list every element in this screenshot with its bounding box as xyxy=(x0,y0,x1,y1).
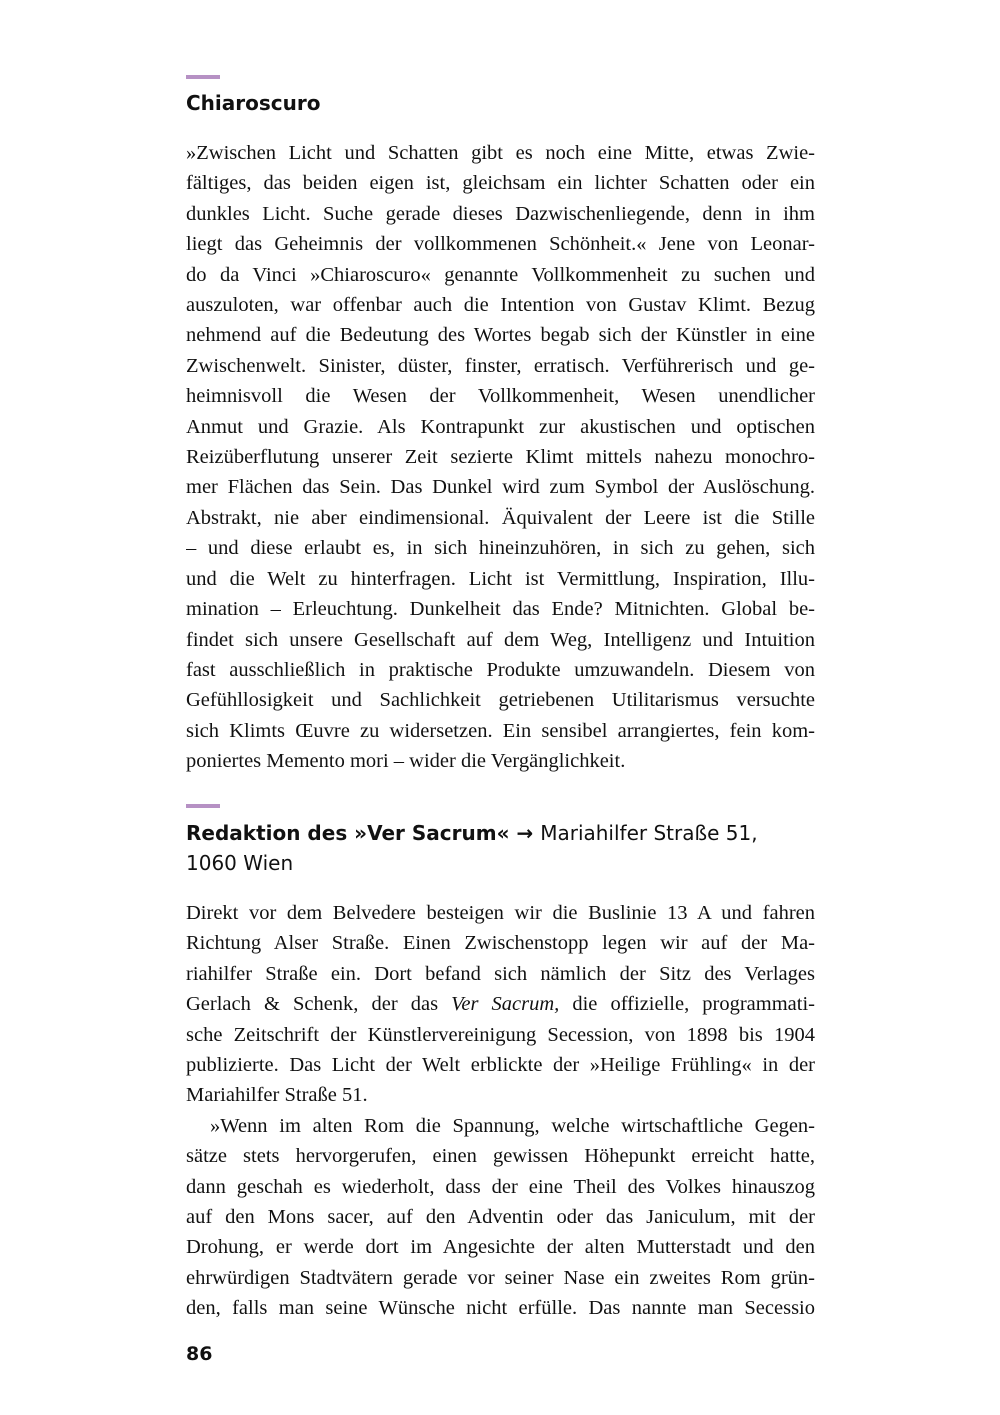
heading-address-city: 1060 Wien xyxy=(186,851,294,875)
text-fragment: Gerlach & Schenk, der das xyxy=(186,993,452,1016)
text-line xyxy=(186,989,815,1019)
text-line: liegt das Geheimnis der vollkommenen Schönheit.« Jene von Leonar- xyxy=(186,233,815,256)
text-fragment: die offizielle, programmati- xyxy=(559,993,815,1016)
text-line: heimnisvoll die Wesen der Vollkommenheit, Wesen unendlicher xyxy=(186,385,815,408)
text-line: »Wenn im alten Rom die Spannung, welche wirtschaftliche Gegen- xyxy=(210,1114,815,1137)
text-line: Gefühllosigkeit und Sachlichkeit getriebenen Utilitarismus versuchte xyxy=(186,689,815,712)
heading-title: Redaktion des »Ver Sacrum« xyxy=(186,821,510,845)
text-line: Reizüberflutung unserer Zeit sezierte Klimt mittels nahezu monochro- xyxy=(186,446,815,469)
text-line: »Zwischen Licht und Schatten gibt es noch eine Mitte, etwas Zwie- xyxy=(186,142,815,164)
text-line: dann geschah es wiederholt, dass der eine Theil des Volkes hinauszog xyxy=(186,1175,815,1198)
text-line: auf den Mons sacer, auf den Adventin oder das Janiculum, mit der xyxy=(186,1206,815,1229)
section-accent-rule xyxy=(186,75,220,79)
text-line: und die Welt zu hinterfragen. Licht ist Vermittlung, Inspiration, Illu- xyxy=(186,567,815,590)
arrow-right-icon: → xyxy=(516,821,534,845)
section-heading-chiaroscuro: Chiaroscuro xyxy=(186,91,321,115)
heading-address-street: Mariahilfer Straße 51, xyxy=(540,821,758,845)
text-line: Abstrakt, nie aber eindimensional. Äquivalent der Leere ist die Stille xyxy=(186,506,815,529)
text-line: Mariahilfer Straße 51. xyxy=(186,1084,368,1107)
text-line: Drohung, er werde dort im Angesichte der alten Mutterstadt und den xyxy=(186,1236,815,1259)
text-line: sich Klimts Œuvre zu widersetzen. Ein sensibel arrangiertes, fein kom- xyxy=(186,719,815,742)
text-line: ehrwürdigen Stadtvätern gerade vor seiner Nase ein zweites Rom grün- xyxy=(186,1266,815,1289)
ver-sacrum-text xyxy=(186,898,815,1324)
text-line: sche Zeitschrift der Künstlervereinigung Secession, von 1898 bis 1904 xyxy=(186,1023,815,1046)
chiaroscuro-paragraph xyxy=(186,138,815,777)
section-heading-ver-sacrum xyxy=(186,818,816,878)
text-line: – und diese erlaubt es, in sich hineinzuhören, in sich zu gehen, sich xyxy=(186,537,815,560)
text-line: dunkles Licht. Suche gerade dieses Dazwischenliegende, denn in ihm xyxy=(186,202,815,225)
text-line: mer Flächen das Sein. Das Dunkel wird zum Symbol der Auslöschung. xyxy=(186,476,815,499)
text-line: poniertes Memento mori – wider die Vergänglichkeit. xyxy=(186,750,626,773)
text-line: Richtung Alser Straße. Einen Zwischenstopp legen wir auf der Ma- xyxy=(186,932,815,955)
text-line: Direkt vor dem Belvedere besteigen wir die Buslinie 13 A und fahren xyxy=(186,902,815,924)
text-line: den, falls man seine Wünsche nicht erfülle. Das nannte man Secessio xyxy=(186,1297,815,1320)
text-line: mination – Erleuchtung. Dunkelheit das Ende? Mitnichten. Global be- xyxy=(186,598,815,621)
text-line: auszuloten, war offenbar auch die Intention von Gustav Klimt. Bezug xyxy=(186,294,815,317)
text-line: sätze stets hervorgerufen, einen gewissen Höhepunkt erreicht hatte, xyxy=(186,1145,815,1168)
text-line: nehmend auf die Bedeutung des Wortes begab sich der Künstler in eine xyxy=(186,324,815,347)
publication-title: Ver Sacrum, xyxy=(451,993,560,1016)
text-line: publizierte. Das Licht der Welt erblickte der »Heilige Frühling« in der xyxy=(186,1054,815,1077)
text-line: Zwischenwelt. Sinister, düster, finster, erratisch. Verführerisch und ge- xyxy=(186,354,815,377)
text-line: do da Vinci »Chiaroscuro« genannte Vollkommenheit zu suchen und xyxy=(186,263,815,286)
section-accent-rule xyxy=(186,804,220,808)
text-line: fältiges, das beiden eigen ist, gleichsam ein lichter Schatten oder ein xyxy=(186,172,815,195)
text-line: fast ausschließlich in praktische Produkte umzuwandeln. Diesem von xyxy=(186,658,815,681)
text-line: riahilfer Straße ein. Dort befand sich nämlich der Sitz des Verlages xyxy=(186,962,815,985)
text-line: Anmut und Grazie. Als Kontrapunkt zur akustischen und optischen xyxy=(186,415,815,438)
page-number: 86 xyxy=(186,1343,213,1365)
text-line: findet sich unsere Gesellschaft auf dem Weg, Intelligenz und Intuition xyxy=(186,628,815,651)
